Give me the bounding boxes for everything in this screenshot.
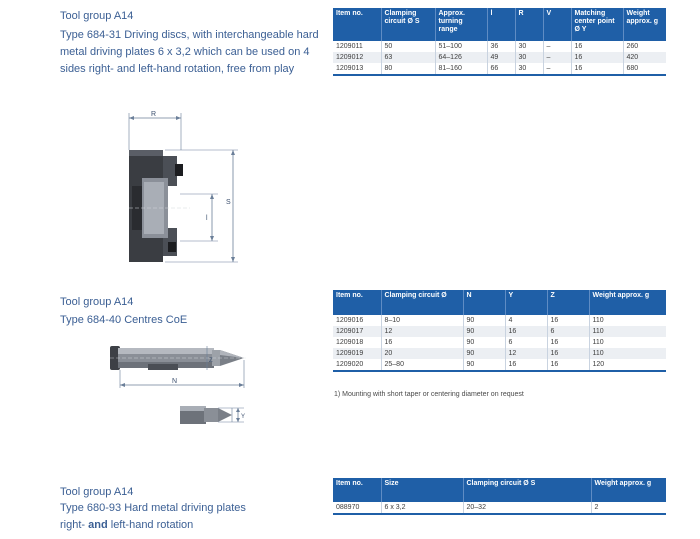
table-cell: 420 [623,52,666,63]
table-cell: 16 [505,326,547,337]
table-cell: 90 [463,359,505,371]
table-cell: 25–80 [381,359,463,371]
section3-desc-line: Type 680-93 Hard metal driving plates [60,502,246,514]
table-cell: 1209013 [333,63,381,75]
column-header: Z [547,290,589,315]
table-cell: 4 [505,315,547,326]
table-cell: 1209012 [333,52,381,63]
section3-and-label: and [85,519,108,531]
column-header: Item no. [333,290,381,315]
table-cell: 16 [505,359,547,371]
dim-label-l: l [206,215,208,222]
table-cell: 20 [381,348,463,359]
table-cell: 1209018 [333,337,381,348]
dim-label-n: N [172,378,178,385]
driving-disc-drawing [120,108,250,268]
dim-label-r: R [151,111,157,118]
column-header: R [515,8,543,41]
column-header: Approx. turning range [435,8,487,41]
centres-coe-drawing [108,338,258,438]
table-cell: 50 [381,41,435,52]
table-cell: 90 [463,326,505,337]
table-cell: 110 [589,348,666,359]
table-cell: 30 [515,63,543,75]
table-cell: 680 [623,63,666,75]
table-row [333,502,666,514]
column-header: Y [505,290,547,315]
column-header: Size [381,478,463,502]
table-cell: 088970 [333,502,381,514]
table-cell: 49 [487,52,515,63]
table-cell: 63 [381,52,435,63]
table-cell: – [543,63,571,75]
table-cell: 12 [505,348,547,359]
table-row [333,41,666,52]
table-cell: 1209020 [333,359,381,371]
section2-group-title: Tool group A14 [60,296,134,308]
column-header: Item no. [333,8,381,41]
table-cell: 16 [571,41,623,52]
table-cell: 110 [589,326,666,337]
section3-left-label: left-hand rotation [107,519,194,531]
table-cell: 90 [463,315,505,326]
table-cell: 30 [515,52,543,63]
section1-desc-line: metal driving plates 6 x 3,2 which can be used on 4 [60,46,310,58]
dim-label-y: Y [241,414,246,420]
table-cell: 260 [623,41,666,52]
column-header: V [543,8,571,41]
column-header: N [463,290,505,315]
table-cell: 16 [547,348,589,359]
section3-right-label: right- [60,519,86,531]
table-cell: 1209017 [333,326,381,337]
table-cell: – [543,52,571,63]
table-cell: 16 [547,359,589,371]
section3-desc-line [60,517,246,534]
section1-spec-table [333,8,666,76]
table-row [333,359,666,371]
table-cell: 90 [463,337,505,348]
table-cell: 110 [589,337,666,348]
table-cell: 6 [505,337,547,348]
table-cell: 16 [571,63,623,75]
table-cell: 36 [487,41,515,52]
table-cell: 8–10 [381,315,463,326]
table-cell: 16 [381,337,463,348]
table-cell: 6 x 3,2 [381,502,463,514]
table-cell: 120 [589,359,666,371]
dim-label-z: Z [209,358,213,364]
table-cell: 90 [463,348,505,359]
table-cell: 1209019 [333,348,381,359]
table-row [333,315,666,326]
column-header: Weight approx. g [589,290,666,315]
section3-group-title: Tool group A14 [60,486,134,498]
table-row [333,348,666,359]
table-row [333,63,666,75]
table-cell: 2 [591,502,666,514]
column-header: l [487,8,515,41]
table-cell: 30 [515,41,543,52]
table-cell: – [543,41,571,52]
dim-label-s: S [226,199,231,206]
table-cell: 64–126 [435,52,487,63]
table-row [333,337,666,348]
column-header: Weight approx. g [591,478,666,502]
table-cell: 16 [547,337,589,348]
table-cell: 66 [487,63,515,75]
column-header: Clamping circuit Ø S [381,8,435,41]
section1-desc-line: sides right- and left-hand rotation, free from play [60,63,295,75]
table-cell: 81–160 [435,63,487,75]
section2-footnote: 1) Mounting with short taper or centering diameter on request [334,391,524,398]
table-row [333,326,666,337]
column-header: Clamping circuit Ø [381,290,463,315]
table-cell: 1209016 [333,315,381,326]
table-cell: 16 [571,52,623,63]
section3-spec-table [333,478,666,515]
section2-spec-table [333,290,666,372]
table-cell: 20–32 [463,502,591,514]
section1-group-title: Tool group A14 [60,10,134,22]
column-header: Item no. [333,478,381,502]
table-cell: 51–100 [435,41,487,52]
column-header: Clamping circuit Ø S [463,478,591,502]
section2-description: Type 684-40 Centres CoE [60,314,188,326]
section1-description [60,27,330,78]
table-cell: 6 [547,326,589,337]
column-header: Matching center point Ø Y [571,8,623,41]
table-cell: 80 [381,63,435,75]
section1-desc-line: Type 684-31 Driving discs, with interchangeable hard [60,29,319,41]
table-cell: 16 [547,315,589,326]
table-cell: 110 [589,315,666,326]
table-cell: 1209011 [333,41,381,52]
column-header: Weight approx. g [623,8,666,41]
table-cell: 12 [381,326,463,337]
section3-description [60,500,246,534]
table-row [333,52,666,63]
